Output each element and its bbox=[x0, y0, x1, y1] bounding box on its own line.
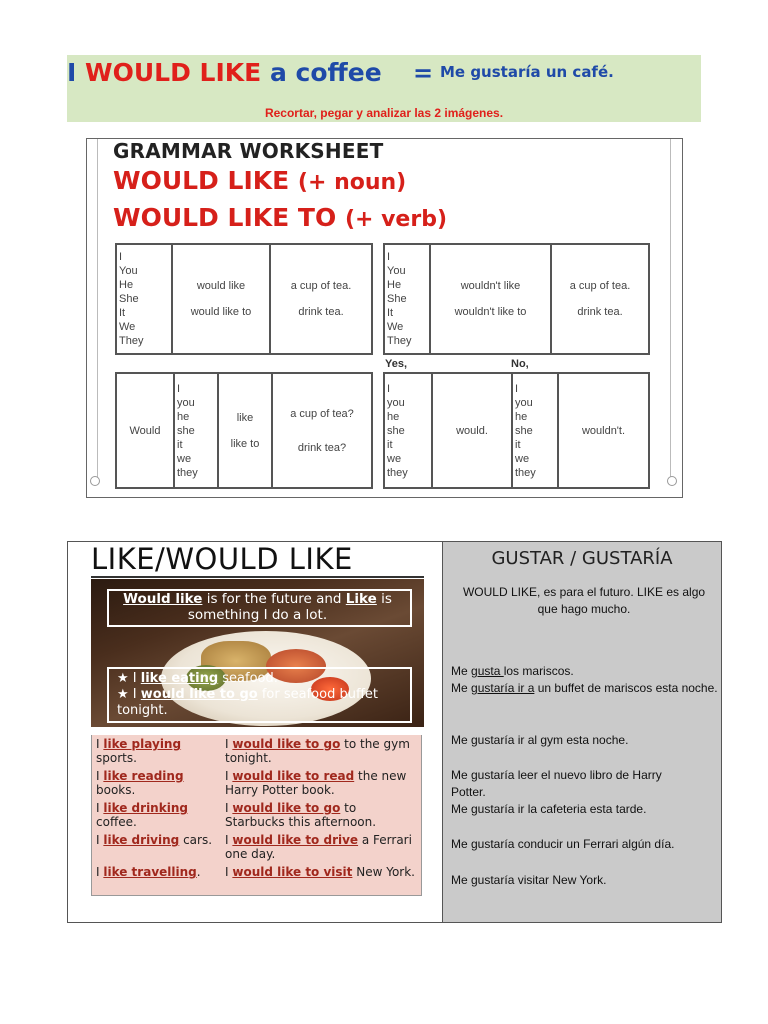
like-example: I like reading books. bbox=[96, 769, 184, 797]
spanish-title: GUSTAR / GUSTARÍA bbox=[491, 548, 673, 569]
comparison-panel bbox=[67, 541, 722, 923]
pronoun-list: I You He She It We They bbox=[116, 244, 172, 354]
equals-sign: = bbox=[413, 59, 434, 87]
would-like-example: I would like to go to Starbucks this afternoon. bbox=[225, 801, 377, 829]
photo-example-1: ★ I like eating seafood. bbox=[117, 671, 278, 686]
page-margin-left bbox=[97, 139, 98, 484]
rule-noun-text: WOULD LIKE bbox=[113, 166, 290, 195]
like-example: I like playing sports. bbox=[96, 737, 182, 765]
question-table bbox=[115, 372, 373, 489]
photo-example-2: ★ I would like to go for seafood buffet tonight. bbox=[117, 687, 379, 718]
star-icon: ★ bbox=[117, 671, 129, 686]
spanish-sentence-5: Me gustaría ir la cafeteria esta tarde. bbox=[451, 802, 647, 816]
spanish-sentence-3: Me gustaría ir al gym esta noche. bbox=[451, 733, 629, 747]
rule-verb-text: WOULD LIKE TO bbox=[113, 203, 337, 232]
wouldnt-like-cell: wouldn't like wouldn't like to bbox=[430, 244, 551, 354]
example-sentences-box bbox=[91, 735, 422, 896]
pronoun-list: I You He She It We They bbox=[384, 244, 430, 354]
page-margin-right bbox=[670, 139, 671, 484]
rule-verb-sub: (+ verb) bbox=[344, 207, 447, 232]
pronoun-list: I you he she it we they bbox=[174, 373, 218, 488]
like-examples-column bbox=[96, 735, 222, 879]
header-banner bbox=[67, 55, 701, 122]
spanish-sentence-4: Me gustaría leer el nuevo libro de Harry Potter. bbox=[451, 768, 662, 799]
yes-label: Yes, bbox=[385, 358, 408, 370]
pronoun-list: I you he she it we they bbox=[384, 373, 432, 488]
would-like-example: I would like to read the new Harry Potter book. bbox=[225, 769, 407, 797]
no-label: No, bbox=[511, 358, 529, 370]
infographic-title: LIKE/WOULD LIKE bbox=[91, 542, 353, 576]
would-answer-cell: would. bbox=[432, 373, 512, 488]
spanish-sentence-2: Me gustaría ir a un buffet de mariscos esta noche. bbox=[451, 681, 718, 695]
would-like-examples-column bbox=[225, 735, 419, 879]
pronoun-list: I you he she it we they bbox=[512, 373, 558, 488]
like-cell: like like to bbox=[218, 373, 272, 488]
wouldnt-answer-cell: wouldn't. bbox=[558, 373, 649, 488]
photo-examples bbox=[117, 671, 407, 719]
worksheet-rule-verb bbox=[113, 203, 447, 232]
short-answer-table bbox=[383, 372, 650, 489]
would-cell: Would bbox=[116, 373, 174, 488]
like-example: I like travelling. bbox=[96, 865, 201, 879]
seafood-photo bbox=[91, 579, 424, 727]
object-cell: a cup of tea. drink tea. bbox=[551, 244, 649, 354]
worksheet-heading: GRAMMAR WORKSHEET bbox=[113, 139, 384, 163]
spanish-intro: WOULD LIKE, es para el futuro. LIKE es algo que hago mucho. bbox=[462, 585, 706, 616]
instruction-text: Recortar, pegar y analizar las 2 imágenes. bbox=[264, 106, 504, 120]
spanish-sentence-7: Me gustaría visitar New York. bbox=[451, 873, 607, 887]
spanish-sentence-6: Me gustaría conducir un Ferrari algún día. bbox=[451, 837, 675, 851]
like-would-like-infographic bbox=[68, 542, 443, 922]
rule-noun-sub: (+ noun) bbox=[297, 170, 407, 195]
resize-handle[interactable] bbox=[667, 476, 677, 486]
would-like-example: I would like to drive a Ferrari one day. bbox=[225, 833, 412, 861]
object-cell: a cup of tea? drink tea? bbox=[272, 373, 372, 488]
would-like-cell: would like would like to bbox=[172, 244, 270, 354]
banner-title bbox=[67, 58, 382, 87]
title-coffee: a coffee bbox=[269, 58, 382, 87]
title-underline bbox=[91, 576, 424, 578]
star-icon: ★ bbox=[117, 687, 129, 702]
spanish-sentence-1: Me gusta los mariscos. bbox=[451, 664, 574, 678]
title-would-like: WOULD LIKE bbox=[85, 58, 262, 87]
like-example: I like drinking coffee. bbox=[96, 801, 188, 829]
would-like-example: I would like to visit New York. bbox=[225, 865, 415, 879]
resize-handle[interactable] bbox=[90, 476, 100, 486]
affirmative-table bbox=[115, 243, 373, 355]
summary-text: Would like is for the future and Like is something I do a lot. bbox=[123, 591, 392, 623]
like-example: I like driving cars. bbox=[96, 833, 213, 847]
would-like-example: I would like to go to the gym tonight. bbox=[225, 737, 410, 765]
spanish-translation: Me gustaría un café. bbox=[440, 63, 614, 81]
spanish-explanation-panel bbox=[443, 542, 721, 922]
grammar-worksheet-image bbox=[86, 138, 683, 498]
object-cell: a cup of tea. drink tea. bbox=[270, 244, 372, 354]
title-i: I bbox=[67, 58, 77, 87]
worksheet-rule-noun bbox=[113, 166, 406, 195]
negative-table bbox=[383, 243, 650, 355]
